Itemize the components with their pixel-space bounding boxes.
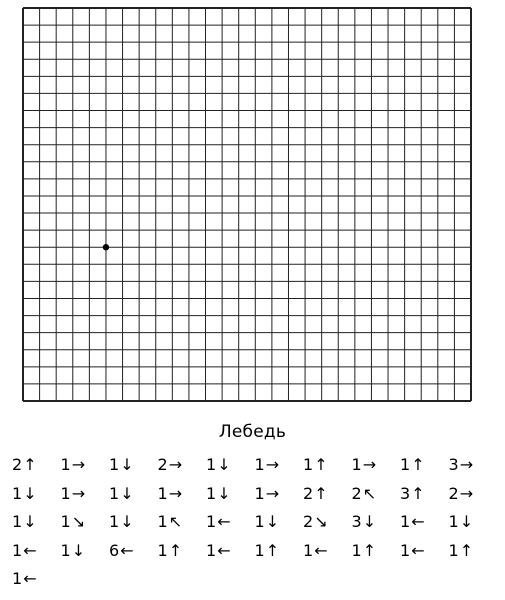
direction-arrow-icon: → <box>459 483 474 503</box>
step-instruction <box>400 510 449 539</box>
direction-arrow-icon: ↑ <box>411 455 425 474</box>
step-count: 1 <box>60 540 71 560</box>
step-instruction <box>303 482 352 511</box>
step-instruction <box>12 482 61 511</box>
step-count: 1 <box>12 483 23 503</box>
step-instruction <box>352 482 401 511</box>
step-instruction <box>352 453 401 482</box>
step-instruction <box>255 453 304 482</box>
step-instruction <box>400 482 449 511</box>
direction-arrow-icon: ↑ <box>314 455 328 474</box>
step-instruction <box>12 539 61 568</box>
step-instruction <box>352 510 401 539</box>
step-count: 1 <box>206 455 217 474</box>
step-instruction <box>158 453 207 482</box>
direction-arrow-icon: ↑ <box>459 540 474 560</box>
direction-arrow-icon: ↑ <box>411 483 425 503</box>
step-count: 1 <box>400 540 411 560</box>
direction-arrow-icon: → <box>265 455 280 474</box>
step-count: 1 <box>12 540 23 560</box>
direction-arrow-icon: ← <box>120 540 134 560</box>
direction-arrow-icon: ← <box>23 540 37 560</box>
page-title: Лебедь <box>218 422 287 442</box>
step-instruction <box>255 482 304 511</box>
direction-arrow-icon: ↓ <box>459 512 474 531</box>
step-count: 1 <box>60 512 71 531</box>
direction-arrow-icon: ↑ <box>362 540 377 560</box>
direction-arrow-icon: ↓ <box>71 540 86 560</box>
step-count: 3 <box>351 512 362 531</box>
step-count: 1 <box>448 540 459 560</box>
step-count: 1 <box>400 512 411 531</box>
step-instruction <box>12 453 61 482</box>
direction-arrow-icon: ↓ <box>217 483 231 503</box>
start-point-dot <box>103 244 109 250</box>
direction-arrow-icon: ← <box>23 569 37 588</box>
step-count: 3 <box>400 483 411 503</box>
drawing-grid <box>22 7 472 402</box>
step-count: 2 <box>448 483 459 503</box>
step-count: 2 <box>303 512 314 531</box>
direction-arrow-icon: ↖ <box>168 512 183 531</box>
direction-arrow-icon: ← <box>217 540 231 560</box>
step-instruction <box>449 453 498 482</box>
direction-arrow-icon: ← <box>411 512 425 531</box>
step-count: 1 <box>254 512 265 531</box>
step-instruction <box>206 510 255 539</box>
step-instruction <box>255 510 304 539</box>
direction-arrow-icon: → <box>168 483 183 503</box>
step-instruction <box>61 539 110 568</box>
direction-arrow-icon: ↓ <box>265 512 280 531</box>
step-instruction <box>12 510 61 539</box>
step-instruction <box>449 539 498 568</box>
step-instruction <box>206 453 255 482</box>
step-count: 1 <box>157 540 168 560</box>
step-count: 1 <box>109 483 120 503</box>
step-count: 1 <box>157 483 168 503</box>
direction-arrow-icon: ↘ <box>71 512 86 531</box>
step-count: 2 <box>157 455 168 474</box>
step-instruction <box>109 453 158 482</box>
step-count: 1 <box>206 512 217 531</box>
direction-arrow-icon: ← <box>411 540 425 560</box>
step-instruction <box>109 510 158 539</box>
step-instruction <box>303 539 352 568</box>
step-instruction <box>158 482 207 511</box>
direction-arrow-icon: ↓ <box>362 512 377 531</box>
direction-arrow-icon: → <box>459 455 474 474</box>
step-count: 2 <box>12 455 23 474</box>
step-instruction <box>449 510 498 539</box>
step-count: 2 <box>351 483 362 503</box>
step-count: 1 <box>60 483 71 503</box>
step-instruction <box>109 482 158 511</box>
step-count: 1 <box>351 455 362 474</box>
step-count: 1 <box>400 455 411 474</box>
step-instruction <box>400 539 449 568</box>
step-instruction <box>449 482 498 511</box>
step-count: 1 <box>12 512 23 531</box>
direction-arrow-icon: ↖ <box>362 483 377 503</box>
step-count: 2 <box>303 483 314 503</box>
direction-arrow-icon: → <box>362 455 377 474</box>
step-instruction <box>61 482 110 511</box>
direction-arrow-icon: ↓ <box>23 483 37 503</box>
step-instruction <box>158 539 207 568</box>
step-count: 1 <box>303 540 314 560</box>
direction-arrow-icon: ↑ <box>265 540 280 560</box>
step-instruction <box>109 539 158 568</box>
step-instruction <box>61 510 110 539</box>
direction-arrow-icon: → <box>71 483 86 503</box>
direction-arrow-icon: ↓ <box>217 455 231 474</box>
step-count: 3 <box>448 455 459 474</box>
direction-arrow-icon: ↓ <box>120 483 134 503</box>
direction-arrow-icon: ↘ <box>314 512 328 531</box>
step-count: 1 <box>109 512 120 531</box>
step-instruction <box>352 539 401 568</box>
step-count: 1 <box>254 483 265 503</box>
direction-arrow-icon: ← <box>314 540 328 560</box>
step-count: 1 <box>157 512 168 531</box>
step-count: 1 <box>448 512 459 531</box>
direction-arrow-icon: ↓ <box>120 512 134 531</box>
direction-arrow-icon: ↑ <box>314 483 328 503</box>
direction-arrow-icon: ↓ <box>120 455 134 474</box>
step-count: 1 <box>109 455 120 474</box>
step-count: 1 <box>254 455 265 474</box>
step-instruction <box>303 510 352 539</box>
step-count: 1 <box>206 483 217 503</box>
direction-arrow-icon: ↑ <box>168 540 183 560</box>
direction-arrow-icon: → <box>71 455 86 474</box>
step-count: 1 <box>303 455 314 474</box>
step-instruction <box>255 539 304 568</box>
direction-arrow-icon: → <box>168 455 183 474</box>
step-instruction <box>61 453 110 482</box>
step-count: 6 <box>109 540 120 560</box>
step-instruction <box>303 453 352 482</box>
step-instruction <box>206 539 255 568</box>
step-instruction <box>206 482 255 511</box>
step-instructions <box>12 453 497 596</box>
step-instruction <box>12 567 61 596</box>
direction-arrow-icon: ← <box>217 512 231 531</box>
direction-arrow-icon: → <box>265 483 280 503</box>
step-count: 1 <box>254 540 265 560</box>
step-instruction <box>158 510 207 539</box>
step-count: 1 <box>206 540 217 560</box>
direction-arrow-icon: ↓ <box>23 512 37 531</box>
step-count: 1 <box>12 569 23 588</box>
step-count: 1 <box>351 540 362 560</box>
grid-svg <box>22 7 472 402</box>
step-count: 1 <box>60 455 71 474</box>
step-instruction <box>400 453 449 482</box>
direction-arrow-icon: ↑ <box>23 455 37 474</box>
